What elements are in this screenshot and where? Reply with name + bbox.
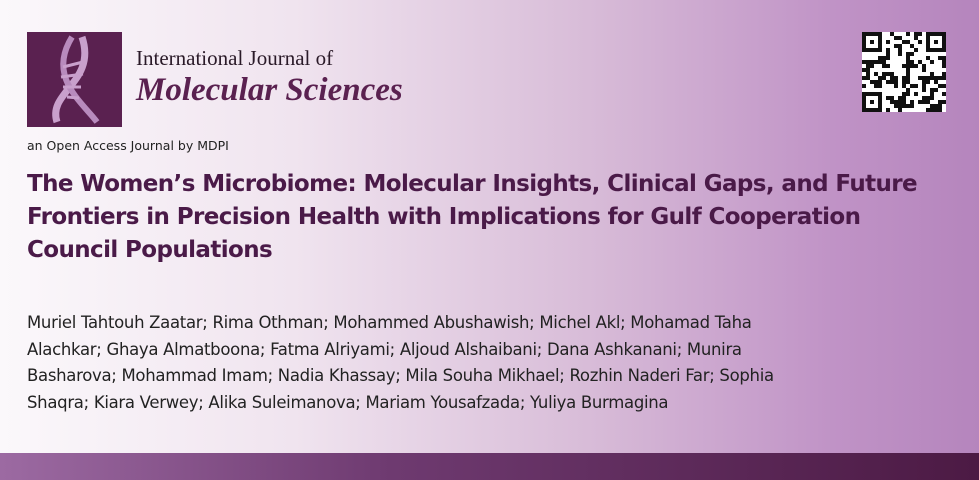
author-line: Alachkar; Ghaya Almatboona; Fatma Alriyami; Aljoud Alshaibani; Dana Ashkanani; Munira	[27, 339, 742, 359]
journal-logo-dna-icon	[27, 32, 122, 127]
journal-name-line2: Molecular Sciences	[136, 72, 403, 108]
article-title: The Women’s Microbiome: Molecular Insights, Clinical Gaps, and Future Frontiers in Precision Health with Implications for Gulf Cooperation Council Populations	[27, 171, 918, 263]
author-list	[27, 310, 774, 416]
footer-bar	[0, 453, 979, 480]
author-line: Muriel Tahtouh Zaatar; Rima Othman; Mohammed Abushawish; Michel Akl; Mohamad Taha	[27, 313, 752, 332]
journal-tagline: an Open Access Journal by MDPI	[27, 138, 229, 153]
author-line: Basharova; Mohammad Imam; Nadia Khassay; Mila Souha Mikhael; Rozhin Naderi Far; Sophia	[27, 366, 774, 385]
journal-name-line1: International Journal of	[136, 46, 334, 70]
qr-code-icon	[862, 32, 946, 112]
author-line: Shaqra; Kiara Verwey; Alika Suleimanova; Mariam Yousafzada; Yuliya Burmagina	[27, 392, 669, 412]
